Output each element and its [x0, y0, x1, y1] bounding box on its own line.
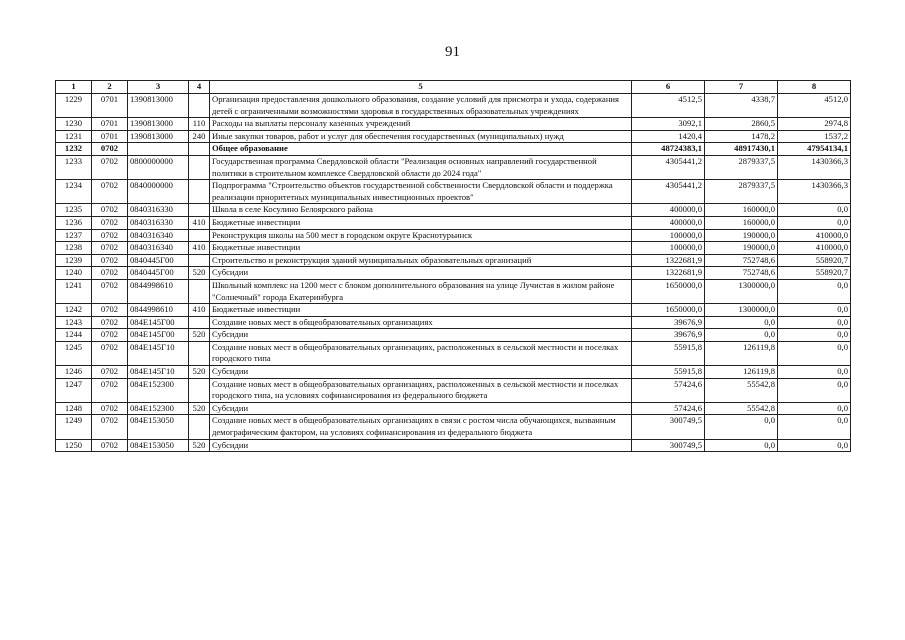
- amount-cell-col7: 55542,8: [705, 402, 778, 415]
- target-article-cell: 0840445Г00: [128, 254, 189, 267]
- amount-cell-col6: 4305441,2: [632, 180, 705, 204]
- page-number: 91: [445, 44, 460, 60]
- amount-cell-col7: 160000,0: [705, 204, 778, 217]
- amount-cell-col6: 300749,5: [632, 439, 705, 452]
- row-number-cell: 1243: [56, 316, 92, 329]
- column-header: 6: [632, 81, 705, 94]
- column-header: 5: [210, 81, 632, 94]
- table-row: [56, 378, 851, 402]
- amount-cell-col8: 558920,7: [778, 254, 851, 267]
- amount-cell-col6: 57424,6: [632, 402, 705, 415]
- row-number-cell: 1237: [56, 229, 92, 242]
- amount-cell-col6: 400000,0: [632, 216, 705, 229]
- table-row: [56, 304, 851, 317]
- amount-cell-col6: 39676,9: [632, 316, 705, 329]
- amount-cell-col6: 1420,4: [632, 130, 705, 143]
- amount-cell-col8: 0,0: [778, 204, 851, 217]
- amount-cell-col7: 0,0: [705, 316, 778, 329]
- row-number-cell: 1244: [56, 329, 92, 342]
- row-number-cell: 1238: [56, 242, 92, 255]
- target-article-cell: 1390813000: [128, 94, 189, 118]
- item-name-cell: Создание новых мест в общеобразовательных организациях, расположенных в сельской местности и поселках городского типа, на условиях софинансирования из федерального бюджета: [210, 378, 632, 402]
- amount-cell-col6: 57424,6: [632, 378, 705, 402]
- expense-type-cell: [189, 279, 210, 303]
- item-name-cell: Субсидии: [210, 366, 632, 379]
- amount-cell-col8: 0,0: [778, 316, 851, 329]
- amount-cell-col7: 0,0: [705, 439, 778, 452]
- table-row: [56, 242, 851, 255]
- amount-cell-col6: 100000,0: [632, 242, 705, 255]
- row-number-cell: 1236: [56, 216, 92, 229]
- item-name-cell: Организация предоставления дошкольного образования, создание условий для присмотра и ухода, содержания детей с ограниченными возможностями здоровья в государственных образовательных учреждениях: [210, 94, 632, 118]
- amount-cell-col7: 752748,6: [705, 267, 778, 280]
- amount-cell-col7: 2879337,5: [705, 180, 778, 204]
- amount-cell-col8: 47954134,1: [778, 143, 851, 156]
- column-header: 2: [92, 81, 128, 94]
- amount-cell-col7: 126119,8: [705, 366, 778, 379]
- amount-cell-col6: 1650000,0: [632, 279, 705, 303]
- amount-cell-col7: 126119,8: [705, 341, 778, 365]
- row-number-cell: 1242: [56, 304, 92, 317]
- section-code-cell: 0702: [92, 329, 128, 342]
- amount-cell-col8: 0,0: [778, 378, 851, 402]
- amount-cell-col6: 1322681,9: [632, 254, 705, 267]
- amount-cell-col8: 0,0: [778, 415, 851, 439]
- amount-cell-col7: 0,0: [705, 415, 778, 439]
- table-row: [56, 155, 851, 179]
- section-code-cell: 0702: [92, 229, 128, 242]
- section-code-cell: 0702: [92, 180, 128, 204]
- amount-cell-col7: 0,0: [705, 329, 778, 342]
- amount-cell-col6: 300749,5: [632, 415, 705, 439]
- row-number-cell: 1240: [56, 267, 92, 280]
- row-number-cell: 1234: [56, 180, 92, 204]
- table-row: [56, 366, 851, 379]
- amount-cell-col7: 2860,5: [705, 118, 778, 131]
- expense-type-cell: 520: [189, 267, 210, 280]
- section-code-cell: 0702: [92, 216, 128, 229]
- section-code-cell: 0702: [92, 155, 128, 179]
- column-header: 3: [128, 81, 189, 94]
- table-row: [56, 279, 851, 303]
- table-header-row: [56, 81, 851, 94]
- target-article-cell: 0800000000: [128, 155, 189, 179]
- expense-type-cell: [189, 94, 210, 118]
- section-code-cell: 0702: [92, 304, 128, 317]
- row-number-cell: 1246: [56, 366, 92, 379]
- amount-cell-col8: 0,0: [778, 366, 851, 379]
- item-name-cell: Создание новых мест в общеобразовательных организациях: [210, 316, 632, 329]
- item-name-cell: Субсидии: [210, 402, 632, 415]
- row-number-cell: 1239: [56, 254, 92, 267]
- section-code-cell: 0701: [92, 94, 128, 118]
- item-name-cell: Расходы на выплаты персоналу казенных учреждений: [210, 118, 632, 131]
- target-article-cell: 0844998610: [128, 279, 189, 303]
- target-article-cell: 1390813000: [128, 130, 189, 143]
- row-number-cell: 1233: [56, 155, 92, 179]
- row-number-cell: 1235: [56, 204, 92, 217]
- item-name-cell: Строительство и реконструкция зданий муниципальных образовательных организаций: [210, 254, 632, 267]
- item-name-cell: Подпрограмма "Строительство объектов государственной собственности Свердловской области и поддержка реализации приоритетных муниципальных инвестиционных проектов": [210, 180, 632, 204]
- table-row: [56, 216, 851, 229]
- target-article-cell: 0840316340: [128, 229, 189, 242]
- row-number-cell: 1250: [56, 439, 92, 452]
- section-code-cell: 0701: [92, 130, 128, 143]
- item-name-cell: Бюджетные инвестиции: [210, 242, 632, 255]
- expense-type-cell: 520: [189, 439, 210, 452]
- amount-cell-col6: 400000,0: [632, 204, 705, 217]
- table-row: [56, 143, 851, 156]
- amount-cell-col8: 0,0: [778, 402, 851, 415]
- expense-type-cell: [189, 415, 210, 439]
- section-code-cell: 0701: [92, 118, 128, 131]
- amount-cell-col7: 1478,2: [705, 130, 778, 143]
- column-header: 7: [705, 81, 778, 94]
- table-row: [56, 229, 851, 242]
- expense-type-cell: 520: [189, 329, 210, 342]
- section-code-cell: 0702: [92, 415, 128, 439]
- target-article-cell: 0840316330: [128, 204, 189, 217]
- expense-type-cell: 410: [189, 304, 210, 317]
- row-number-cell: 1245: [56, 341, 92, 365]
- amount-cell-col8: 0,0: [778, 341, 851, 365]
- table-row: [56, 415, 851, 439]
- amount-cell-col6: 4305441,2: [632, 155, 705, 179]
- amount-cell-col7: 4338,7: [705, 94, 778, 118]
- target-article-cell: 084E153050: [128, 439, 189, 452]
- target-article-cell: 084E152300: [128, 378, 189, 402]
- amount-cell-col7: 160000,0: [705, 216, 778, 229]
- column-header: 4: [189, 81, 210, 94]
- amount-cell-col6: 39676,9: [632, 329, 705, 342]
- amount-cell-col8: 0,0: [778, 304, 851, 317]
- amount-cell-col8: 1537,2: [778, 130, 851, 143]
- amount-cell-col8: 2974,8: [778, 118, 851, 131]
- target-article-cell: 084E145Г10: [128, 366, 189, 379]
- amount-cell-col6: 3092,1: [632, 118, 705, 131]
- item-name-cell: Общее образование: [210, 143, 632, 156]
- target-article-cell: 1390813000: [128, 118, 189, 131]
- item-name-cell: Бюджетные инвестиции: [210, 304, 632, 317]
- column-header: 8: [778, 81, 851, 94]
- row-number-cell: 1230: [56, 118, 92, 131]
- table-row: [56, 130, 851, 143]
- section-code-cell: 0702: [92, 279, 128, 303]
- amount-cell-col8: 1430366,3: [778, 155, 851, 179]
- expense-type-cell: [189, 180, 210, 204]
- amount-cell-col7: 1300000,0: [705, 279, 778, 303]
- amount-cell-col6: 1322681,9: [632, 267, 705, 280]
- expense-type-cell: 110: [189, 118, 210, 131]
- target-article-cell: 084E152300: [128, 402, 189, 415]
- item-name-cell: Школа в селе Косулино Белоярского района: [210, 204, 632, 217]
- table-body: [56, 94, 851, 452]
- table-row: [56, 341, 851, 365]
- section-code-cell: 0702: [92, 254, 128, 267]
- item-name-cell: Реконструкция школы на 500 мест в городском округе Краснотурьинск: [210, 229, 632, 242]
- amount-cell-col8: 4512,0: [778, 94, 851, 118]
- item-name-cell: Субсидии: [210, 329, 632, 342]
- expense-type-cell: [189, 155, 210, 179]
- section-code-cell: 0702: [92, 316, 128, 329]
- amount-cell-col7: 1300000,0: [705, 304, 778, 317]
- row-number-cell: 1231: [56, 130, 92, 143]
- amount-cell-col7: 48917430,1: [705, 143, 778, 156]
- amount-cell-col8: 1430366,3: [778, 180, 851, 204]
- amount-cell-col8: 0,0: [778, 279, 851, 303]
- row-number-cell: 1229: [56, 94, 92, 118]
- amount-cell-col7: 55542,8: [705, 378, 778, 402]
- amount-cell-col7: 190000,0: [705, 229, 778, 242]
- table-row: [56, 118, 851, 131]
- budget-table: [55, 80, 851, 452]
- section-code-cell: 0702: [92, 402, 128, 415]
- table-row: [56, 267, 851, 280]
- section-code-cell: 0702: [92, 143, 128, 156]
- amount-cell-col8: 0,0: [778, 216, 851, 229]
- amount-cell-col7: 2879337,5: [705, 155, 778, 179]
- table-row: [56, 180, 851, 204]
- item-name-cell: Создание новых мест в общеобразовательных организациях в связи с ростом числа обучающихся, вызванным демографическим фактором, на условиях софинансирования из федерального бюджета: [210, 415, 632, 439]
- section-code-cell: 0702: [92, 366, 128, 379]
- amount-cell-col7: 752748,6: [705, 254, 778, 267]
- table-row: [56, 439, 851, 452]
- target-article-cell: 0840316330: [128, 216, 189, 229]
- expense-type-cell: 410: [189, 242, 210, 255]
- item-name-cell: Государственная программа Свердловской области "Реализация основных направлений государственной политики в строительном комплексе Свердловской области до 2024 года": [210, 155, 632, 179]
- table-row: [56, 204, 851, 217]
- row-number-cell: 1248: [56, 402, 92, 415]
- item-name-cell: Иные закупки товаров, работ и услуг для обеспечения государственных (муниципальных) нужд: [210, 130, 632, 143]
- target-article-cell: 0840316340: [128, 242, 189, 255]
- target-article-cell: 084E153050: [128, 415, 189, 439]
- table-row: [56, 316, 851, 329]
- row-number-cell: 1241: [56, 279, 92, 303]
- target-article-cell: 0844998610: [128, 304, 189, 317]
- expense-type-cell: [189, 229, 210, 242]
- row-number-cell: 1249: [56, 415, 92, 439]
- section-code-cell: 0702: [92, 439, 128, 452]
- table-row: [56, 94, 851, 118]
- section-code-cell: 0702: [92, 204, 128, 217]
- table-row: [56, 402, 851, 415]
- target-article-cell: 084E145Г00: [128, 329, 189, 342]
- amount-cell-col6: 100000,0: [632, 229, 705, 242]
- expense-type-cell: [189, 254, 210, 267]
- table-row: [56, 329, 851, 342]
- amount-cell-col8: 410000,0: [778, 242, 851, 255]
- amount-cell-col6: 48724383,1: [632, 143, 705, 156]
- item-name-cell: Субсидии: [210, 267, 632, 280]
- expense-type-cell: [189, 204, 210, 217]
- expense-type-cell: 410: [189, 216, 210, 229]
- row-number-cell: 1232: [56, 143, 92, 156]
- expense-type-cell: 520: [189, 366, 210, 379]
- expense-type-cell: [189, 316, 210, 329]
- amount-cell-col8: 0,0: [778, 329, 851, 342]
- expense-type-cell: [189, 341, 210, 365]
- amount-cell-col6: 1650000,0: [632, 304, 705, 317]
- row-number-cell: 1247: [56, 378, 92, 402]
- section-code-cell: 0702: [92, 267, 128, 280]
- amount-cell-col6: 55915,8: [632, 366, 705, 379]
- amount-cell-col8: 558920,7: [778, 267, 851, 280]
- target-article-cell: 0840445Г00: [128, 267, 189, 280]
- item-name-cell: Субсидии: [210, 439, 632, 452]
- section-code-cell: 0702: [92, 378, 128, 402]
- expense-type-cell: 520: [189, 402, 210, 415]
- section-code-cell: 0702: [92, 242, 128, 255]
- item-name-cell: Создание новых мест в общеобразовательных организациях, расположенных в сельской местности и поселках городского типа: [210, 341, 632, 365]
- amount-cell-col6: 4512,5: [632, 94, 705, 118]
- target-article-cell: 084E145Г00: [128, 316, 189, 329]
- table-row: [56, 254, 851, 267]
- target-article-cell: 084E145Г10: [128, 341, 189, 365]
- expense-type-cell: [189, 143, 210, 156]
- column-header: 1: [56, 81, 92, 94]
- expense-type-cell: [189, 378, 210, 402]
- target-article-cell: [128, 143, 189, 156]
- amount-cell-col7: 190000,0: [705, 242, 778, 255]
- section-code-cell: 0702: [92, 341, 128, 365]
- amount-cell-col8: 0,0: [778, 439, 851, 452]
- target-article-cell: 0840000000: [128, 180, 189, 204]
- amount-cell-col8: 410000,0: [778, 229, 851, 242]
- amount-cell-col6: 55915,8: [632, 341, 705, 365]
- item-name-cell: Бюджетные инвестиции: [210, 216, 632, 229]
- item-name-cell: Школьный комплекс на 1200 мест с блоком дополнительного образования на улице Лучистая в жилом районе "Солнечный" города Екатеринбурга: [210, 279, 632, 303]
- expense-type-cell: 240: [189, 130, 210, 143]
